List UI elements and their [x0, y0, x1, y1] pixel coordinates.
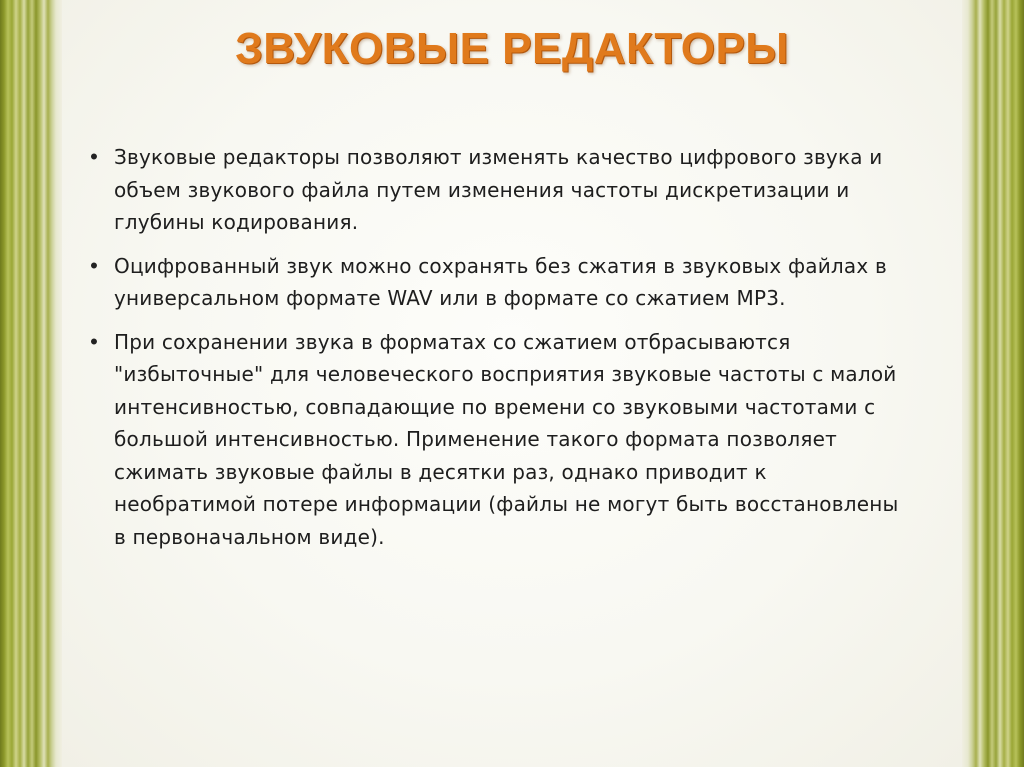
bullet-marker: •: [90, 144, 98, 169]
bullet-list: [74, 141, 914, 564]
bullet-text: Оцифрованный звук можно сохранять без сжатия в звуковых файлах в универсальном формате WAV или в формате со сжатием MP3.: [114, 253, 887, 310]
bullet-item: [74, 250, 914, 315]
bullet-marker: •: [90, 328, 98, 354]
bullet-marker: •: [90, 252, 98, 278]
bullet-item: [74, 326, 914, 554]
slide-title: ЗВУКОВЫЕ РЕДАКТОРЫ: [235, 24, 789, 73]
bullet-text: Звуковые редакторы позволяют изменять качество цифрового звука и объем звукового файла путем изменения частоты дискретизации и глубины кодирования.: [114, 145, 883, 234]
bullet-item: [74, 141, 914, 239]
left-decorative-border: [0, 0, 62, 767]
bullet-text: При сохранении звука в форматах со сжатием отбрасываются "избыточные" для человеческого восприятия звуковые частоты с малой интенсивностью, совпадающие по времени со звуковыми частотами с большой интенсивностью. Применение такого формата позволяет сжимать звуковые файлы в десятки раз, однако приводит к необратимой потере информации (файлы не могут быть восстановлены в первоначальном виде).: [114, 329, 899, 549]
right-decorative-border: [962, 0, 1024, 767]
slide-canvas: [62, 0, 962, 767]
